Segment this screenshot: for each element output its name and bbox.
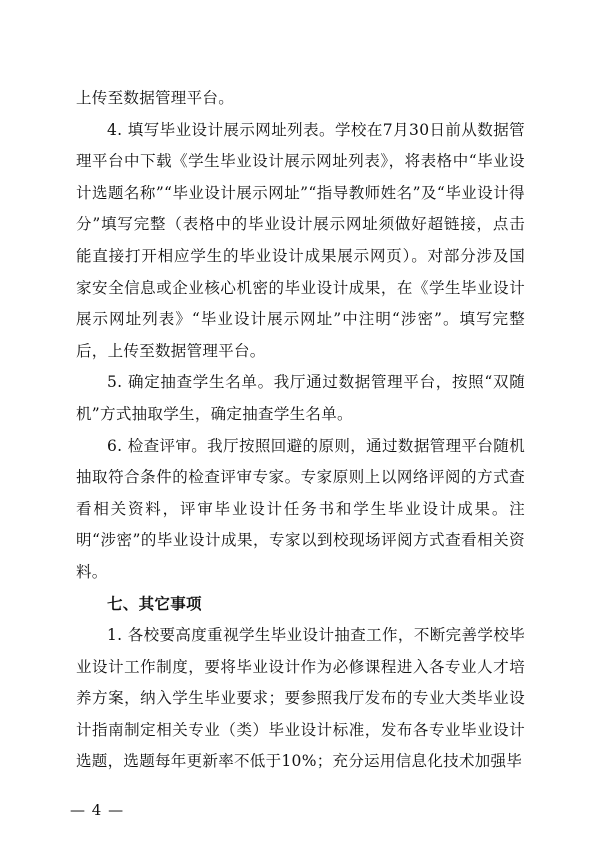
paragraph-continuation: 上传至数据管理平台。 xyxy=(76,89,235,107)
section-heading: 七、其它事项 xyxy=(107,594,202,613)
paragraph-item-6: 6. 检查评审。我厅按照回避的原则，通过数据管理平台随机抽取符合条件的检查评审专家。专家原则上以网络评阅的方式查看相关资料，评审毕业设计任务书和学生毕业设计成果。注明“涉密”的毕业设计成果，专家以到校现场评阅方式查看相关资料。 xyxy=(76,436,525,581)
page-number: — 4 — xyxy=(70,801,125,819)
paragraph-item-5: 5. 确定抽查学生名单。我厅通过数据管理平台，按照“双随机”方式抽取学生，确定抽查学生名单。 xyxy=(76,373,525,423)
document-body xyxy=(76,83,525,778)
paragraph-item-4: 4. 填写毕业设计展示网址列表。学校在7月30日前从数据管理平台中下载《学生毕业设计展示网址列表》，将表格中“毕业设计选题名称”“毕业设计展示网址”“指导教师姓名”及“毕业设计得分”填写完整（表格中的毕业设计展示网址须做好超链接，点击能直接打开相应学生的毕业设计成果展示网页）。对部分涉及国家安全信息或企业核心机密的毕业设计成果，在《学生毕业设计展示网址列表》“毕业设计展示网址”中注明“涉密”。填写完整后，上传至数据管理平台。 xyxy=(76,120,525,360)
paragraph-other-item-1: 1. 各校要高度重视学生毕业设计抽查工作，不断完善学校毕业设计工作制度，要将毕业设计作为必修课程进入各专业人才培养方案，纳入学生毕业要求；要参照我厅发布的专业大类毕业设计指南制定相关专业（类）毕业设计标准，发布各专业毕业设计选题，选题每年更新率不低于10%；充分运用信息化技术加强毕 xyxy=(76,626,525,771)
